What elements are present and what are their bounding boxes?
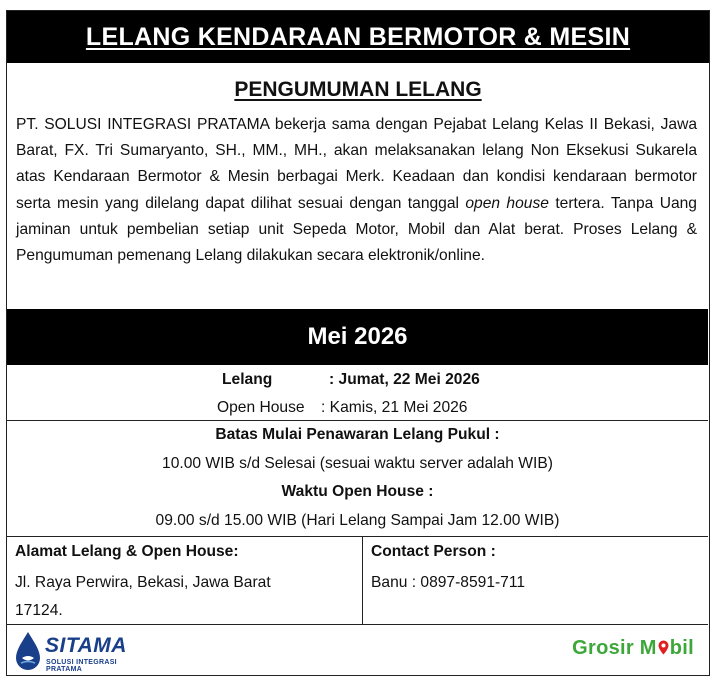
contact-value: Banu : 0897-8591-711 [371, 574, 526, 591]
openhouse-date: : Kamis, 21 Mei 2026 [321, 399, 468, 416]
month-banner: Mei 2026 [7, 309, 708, 365]
contact-heading: Contact Person : [371, 543, 496, 560]
grosir-text-left: Grosir M [572, 637, 657, 659]
address-line-2: 17124. [15, 602, 63, 619]
intro-text-start: PT. SOLUSI INTEGRASI PRATAMA bekerja sama dengan Pejabat Lelang Kelas II Bekasi, Jawa Barat, FX. Tri Sumaryanto, SH., MM., MH., akan melaksanakan lelang Non Eksekusi Sukarela atas Kendaraan Bermotor & Mesin berbagai Merk. Keadaan dan kondisi kendaraan bermotor serta mesin yang dilelang dapat dilihat sesuai dengan tanggal [16, 116, 697, 212]
sitama-name: SITAMA [45, 634, 127, 657]
water-drop-icon [13, 630, 43, 672]
intro-text-end: tertera. Tanpa Uang jaminan untuk pembelian setiap unit Sepeda Motor, Mobil dan Alat berat. Proses Lelang & Pengumuman pemenang Lelang dilakukan secara elektronik/online. [16, 194, 697, 265]
intro-text-italic: open house [465, 194, 549, 212]
footer-logos [7, 625, 708, 675]
openhouse-time-value: 09.00 s/d 15.00 WIB (Hari Lelang Sampai Jam 12.00 WIB) [155, 511, 560, 529]
auction-label: Lelang [222, 371, 273, 388]
grosir-text-right: bil [669, 637, 694, 659]
info-section [7, 537, 708, 625]
header-banner [7, 11, 709, 63]
sitama-logo [13, 630, 153, 672]
sitama-subtitle: SOLUSI INTEGRASI PRATAMA [46, 659, 117, 673]
address-line-1: Jl. Raya Perwira, Bekasi, Jawa Barat [15, 574, 271, 591]
announcement-frame [6, 10, 710, 676]
grosir-mobil-logo [572, 637, 694, 660]
openhouse-time-heading: Waktu Open House : [281, 483, 434, 500]
header-title: LELANG KENDARAAN BERMOTOR & MESIN [85, 22, 631, 51]
announcement-title: PENGUMUMAN LELANG [234, 78, 482, 101]
schedule-section [7, 365, 708, 421]
address-heading: Alamat Lelang & Open House: [15, 543, 239, 560]
announcement-intro [16, 112, 697, 269]
map-pin-icon [658, 640, 669, 655]
auction-date: : Jumat, 22 Mei 2026 [329, 371, 480, 388]
address-block [7, 537, 363, 624]
time-section [7, 421, 708, 537]
contact-block [363, 537, 708, 624]
openhouse-label: Open House [217, 399, 305, 416]
bid-start-value: 10.00 WIB s/d Selesai (sesuai waktu server adalah WIB) [162, 454, 553, 472]
bid-start-heading: Batas Mulai Penawaran Lelang Pukul : [215, 426, 500, 443]
